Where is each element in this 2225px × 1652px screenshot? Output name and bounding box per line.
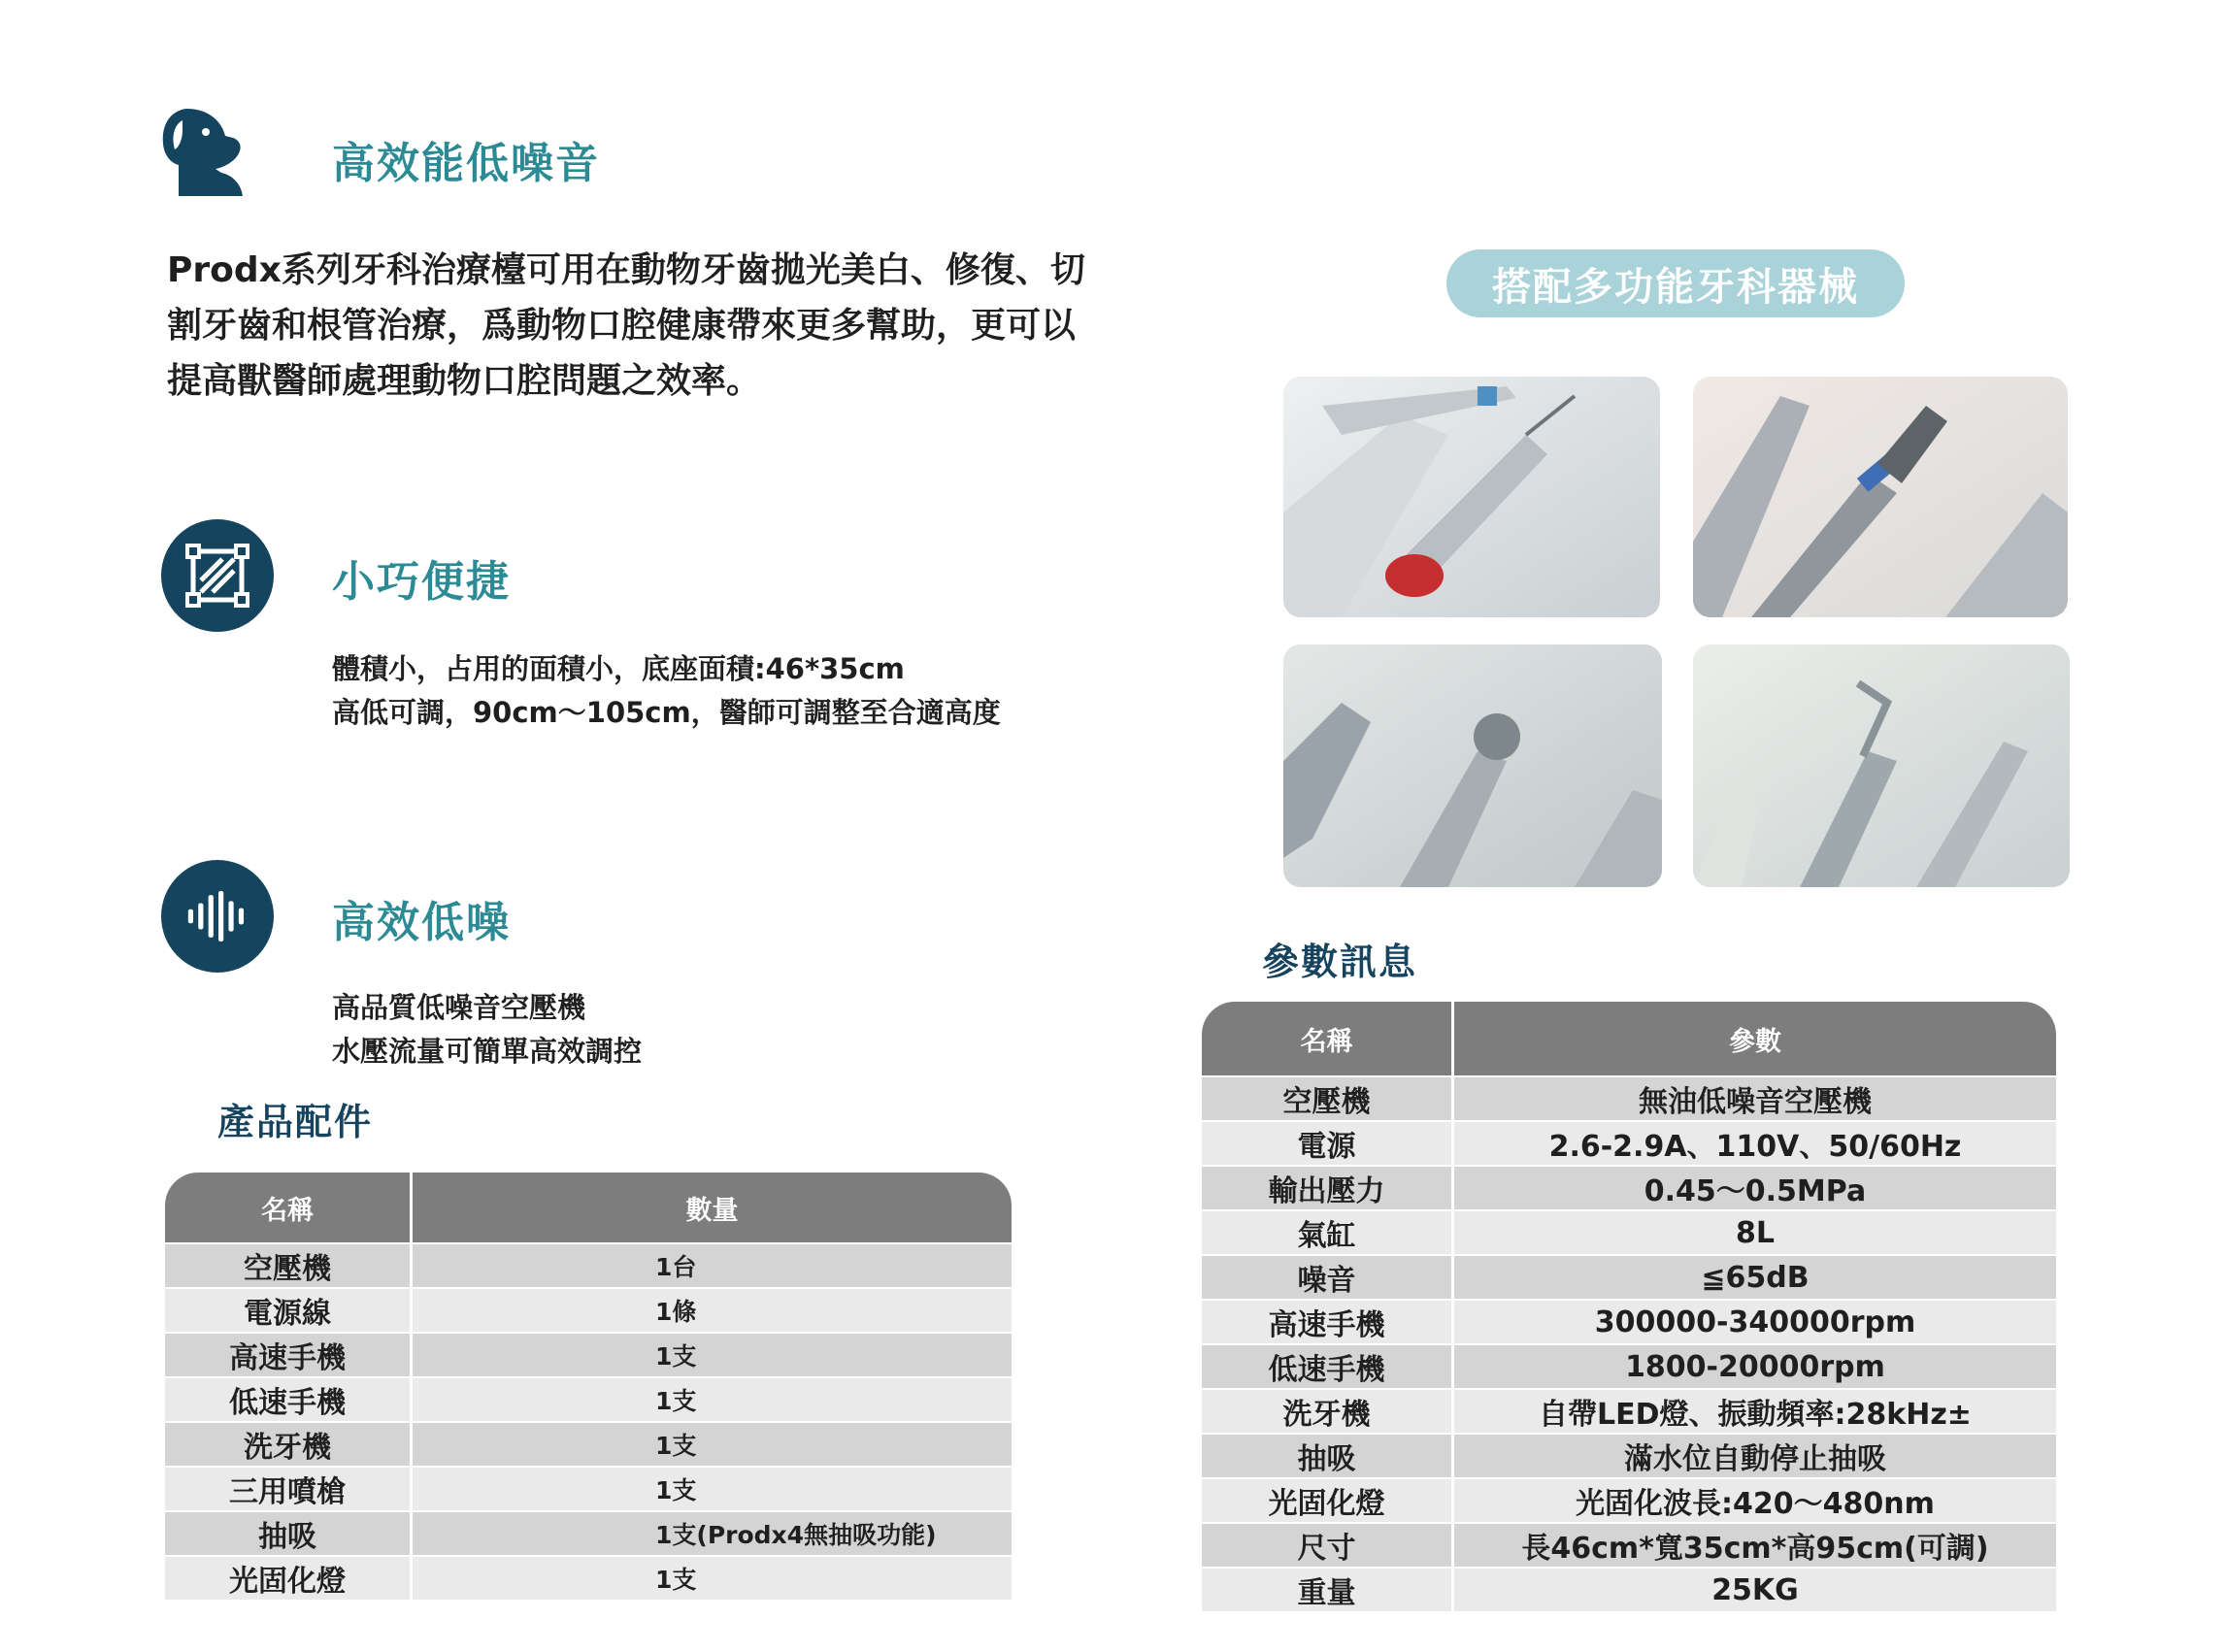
- row-value-cell: 1支: [413, 1332, 1012, 1376]
- row-name-cell: 電源: [1202, 1120, 1454, 1165]
- feature-line: 高品質低噪音空壓機: [332, 991, 586, 1024]
- specs-table-body: [1202, 1075, 2056, 1611]
- row-value-cell: 1支: [413, 1555, 1012, 1600]
- accessories-table-body: [165, 1242, 1012, 1600]
- row-name-cell: 三用噴槍: [165, 1466, 413, 1510]
- row-value-cell: 1800-20000rpm: [1454, 1343, 2056, 1388]
- row-name-cell: 噪音: [1202, 1254, 1454, 1299]
- row-name-cell: 光固化燈: [165, 1555, 413, 1600]
- ultrasonic-scaler-photo: [1283, 377, 1660, 617]
- row-value-cell: 25KG: [1454, 1567, 2056, 1611]
- row-name-cell: 洗牙機: [165, 1421, 413, 1466]
- row-name-cell: 抽吸: [165, 1510, 413, 1555]
- sound-wave-icon: [161, 860, 274, 973]
- row-name-cell: 低速手機: [1202, 1343, 1454, 1388]
- row-value-cell: 1條: [413, 1287, 1012, 1332]
- row-value-cell: 8L: [1454, 1209, 2056, 1254]
- row-value-cell: 光固化波長:420～480nm: [1454, 1477, 2056, 1522]
- table-row: [165, 1287, 1012, 1332]
- specs-table: [1202, 1002, 2056, 1611]
- row-value-cell: 300000-340000rpm: [1454, 1299, 2056, 1343]
- row-name-cell: 低速手機: [165, 1376, 413, 1421]
- feature-compact-text: [332, 647, 1001, 735]
- row-value-cell: 長46cm*寬35cm*高95cm(可調): [1454, 1522, 2056, 1567]
- table-row: [1202, 1567, 2056, 1611]
- row-name-cell: 尺寸: [1202, 1522, 1454, 1567]
- column-header: 名稱: [165, 1173, 413, 1242]
- row-name-cell: 輸出壓力: [1202, 1165, 1454, 1209]
- feature-title-efficient: 高效能低噪音: [332, 139, 600, 188]
- row-name-cell: 高速手機: [165, 1332, 413, 1376]
- row-value-cell: 1支: [413, 1466, 1012, 1510]
- feature-line: 水壓流量可簡單高效調控: [332, 1035, 643, 1068]
- intro-line: Prodx系列牙科治療檯可用在動物牙齒拋光美白、修復、切: [167, 250, 1085, 290]
- row-name-cell: 電源線: [165, 1287, 413, 1332]
- accessories-table: [165, 1173, 1012, 1600]
- table-row: [165, 1332, 1012, 1376]
- row-name-cell: 空壓機: [165, 1242, 413, 1287]
- row-name-cell: 高速手機: [1202, 1299, 1454, 1343]
- table-row: [1202, 1075, 2056, 1120]
- accessories-title: 產品配件: [217, 1101, 374, 1143]
- resize-frame-icon: [161, 519, 274, 632]
- row-value-cell: 0.45～0.5MPa: [1454, 1165, 2056, 1209]
- row-value-cell: 無油低噪音空壓機: [1454, 1075, 2056, 1120]
- feature-line: 高低可調，90cm～105cm，醫師可調整至合適高度: [332, 696, 1001, 729]
- row-value-cell: ≦65dB: [1454, 1254, 2056, 1299]
- row-name-cell: 氣缸: [1202, 1209, 1454, 1254]
- specs-title: 參數訊息: [1262, 941, 1418, 983]
- table-row: [165, 1376, 1012, 1421]
- feature-quiet-text: [332, 986, 642, 1074]
- row-name-cell: 抽吸: [1202, 1433, 1454, 1477]
- row-value-cell: 1支: [413, 1376, 1012, 1421]
- intro-paragraph: [167, 243, 1177, 409]
- table-row: [165, 1555, 1012, 1600]
- column-header: 數量: [413, 1173, 1012, 1242]
- high-speed-handpiece-photo: [1283, 644, 1662, 887]
- table-row: [165, 1466, 1012, 1510]
- table-row: [1202, 1299, 2056, 1343]
- row-value-cell: 1支(Prodx4無抽吸功能): [413, 1510, 1012, 1555]
- column-header: 名稱: [1202, 1002, 1454, 1075]
- feature-title-compact: 小巧便捷: [332, 557, 511, 607]
- air-water-syringe-photo: [1693, 644, 2070, 887]
- table-row: [1202, 1477, 2056, 1522]
- instruments-pill: 搭配多功能牙科器械: [1446, 249, 1905, 317]
- row-value-cell: 1台: [413, 1242, 1012, 1287]
- row-value-cell: 自帶LED燈、振動頻率:28kHz±: [1454, 1388, 2056, 1433]
- table-row: [1202, 1254, 2056, 1299]
- table-row: [165, 1242, 1012, 1287]
- row-value-cell: 2.6-2.9A、110V、50/60Hz: [1454, 1120, 2056, 1165]
- table-row: [165, 1510, 1012, 1555]
- row-name-cell: 洗牙機: [1202, 1388, 1454, 1433]
- table-row: [1202, 1343, 2056, 1388]
- row-value-cell: 1支: [413, 1421, 1012, 1466]
- row-name-cell: 空壓機: [1202, 1075, 1454, 1120]
- intro-line: 提高獸醫師處理動物口腔問題之效率。: [167, 361, 762, 401]
- feature-title-quiet: 高效低噪: [332, 898, 511, 947]
- table-row: [1202, 1388, 2056, 1433]
- table-row: [1202, 1522, 2056, 1567]
- row-value-cell: 滿水位自動停止抽吸: [1454, 1433, 2056, 1477]
- intro-line: 割牙齒和根管治療，爲動物口腔健康帶來更多幫助，更可以: [167, 306, 1077, 346]
- table-row: [1202, 1120, 2056, 1165]
- dog-icon: [157, 107, 245, 196]
- row-name-cell: 重量: [1202, 1567, 1454, 1611]
- low-speed-handpiece-photo: [1693, 377, 2068, 617]
- column-header: 參數: [1454, 1002, 2056, 1075]
- table-row: [1202, 1209, 2056, 1254]
- table-row: [1202, 1165, 2056, 1209]
- table-row: [1202, 1433, 2056, 1477]
- feature-line: 體積小，占用的面積小，底座面積:46*35cm: [332, 652, 905, 685]
- table-row: [165, 1421, 1012, 1466]
- row-name-cell: 光固化燈: [1202, 1477, 1454, 1522]
